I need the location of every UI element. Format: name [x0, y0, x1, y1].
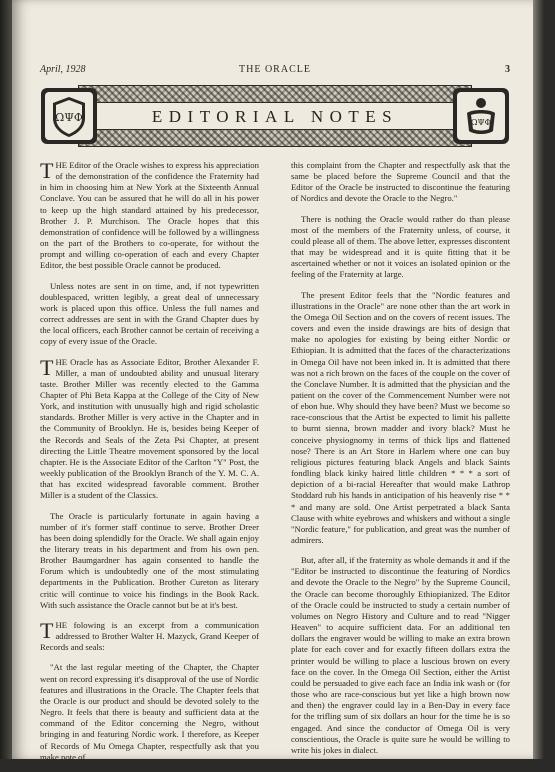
right-column: [291, 160, 510, 765]
issue-date: April, 1928: [40, 64, 86, 75]
paragraph: [291, 214, 510, 281]
paragraph-text: HE Editor of the Oracle wishes to express his appreciation of the demonstration of the confidence the Fraternity had in him in choosing him at New York at the Sixteenth Annual Conclave. You can be assured that he will do all in his power to keep up the high standard attained by his predecessor, Brother J. P. Murchison. The Oracle hopes that this demonstration of confidence will be followed by a willingness on the part of the Brothers to co-operate, for without the prompt and willing co-operation of each and every Chapter Editor, the best possible Oracle cannot be produced.: [40, 160, 259, 271]
editorial-notes-banner: [40, 85, 510, 147]
paragraph-text: The Oracle is particularly fortunate in again having a number of it's former staff continue to serve. Brother Dreer has been doing splendidly for the Oracle. We shall again enjoy the literary treats in his department and from his own pen. Brother Baumgardner has again consented to handle the Forum which is undoubtedly one of the most stimulating departments in the Publication. Brother Cureton as literary critic will continue to voice his findings in the Book Rack. With such assistance the Oracle cannot but be at it's best.: [40, 510, 259, 610]
banner-strip: [76, 102, 474, 130]
crest-letters-left: ΩΨΦ: [55, 111, 83, 124]
running-head: [40, 64, 510, 78]
section-title: EDITORIAL NOTES: [151, 107, 399, 126]
drop-cap: T: [40, 354, 54, 380]
paragraph-text: HE Oracle has as Associate Editor, Brother Alexander F. Miller, a man of undoubted ability and unusual literary taste. Brother Miller was recently elected to the Gamma Chapter of Phi Beta Kappa at the College of the City of New York, and institution with unusually high and rigid scholastic standards. Brother Miller is very active in the Chapter and in the Community of Brooklyn. He is, besides being Keeper of the Records and Seals of the Zeta Psi Chapter, at present directing the Little Theatre movement sponsored by the local chapter. He is the Associate Editor of the Carlton "Y" Post, the weekly publication of the Brooklyn Branch of the Y. M. C. A. that has excited widespread favorable comment. Brother Miller is a student of the Classics.: [40, 356, 259, 501]
paragraph-text: Unless notes are sent in on time, and, if not typewritten doublespaced, written legibly, a great deal of unnecessary work is placed upon this office. Unless the full names and correct addresses are sent in with the Grand Chapter dues by the local officers, each Brother cannot be certain of receiving a copy of every issue of the Oracle.: [40, 280, 259, 347]
magazine-page: [12, 0, 544, 762]
paragraph: [40, 617, 259, 653]
book-binding: [0, 0, 12, 759]
paragraph: [40, 662, 259, 762]
paragraph-text: "At the last regular meeting of the Chapter, the Chapter went on record expressing it's disapproval of the use of Nordic features and illustrations in the Oracle. The Chapter feels that the Oracle is our product and should be devoted solely to the Negro. It feels that there is beauty and sufficient data at the command of the Editor concerning the Negro, without bringing in and featuring Nordic work. I therefore, as Keeper of Records of Mu Omega Chapter, respectfully ask that you make note of: [40, 662, 259, 762]
paragraph-text: There is nothing the Oracle would rather do than please most of the members of the Fraternity unless, of course, it could please all of them. The above letter, expresses discontent that may be widespread and it is quite fitting that it be ascertained whether or not it voices an isolated opinion or the feeling of the Fraternity at large.: [291, 213, 510, 280]
paragraph: [40, 160, 259, 272]
page-edge: [533, 0, 544, 759]
paragraph: [40, 354, 259, 502]
paragraph-text: The present Editor feels that the "Nordic features and illustrations in the Oracle" are none other than the art work in the Omega Oil Section and on the covers of recent issues. The covers and even the inside drawings are bits of design that make no apologies for existing by being either Nordic or Ethiopian. It is admitted that the faces of the characterizations in Omega Oil have not been inked in. It is admitted that there was not a rich brown on the faces of the couple on the cover of the Conclave Number. It is admitted that the physician and the patient on the cover of the Commencement Number were not of ebon hue. Why should they have been? Must we become so race-conscious that the Artist be expected to limit his pallette to burnt sienna, brown madder and ivory black? Must he conceive physiognomy in terms of thick lips and flattened nose? There is an Art Store in Harlem where one can buy religious pictures featuring black Angels and black Saints fondling black kinky haired little children * * * a sort of depiction of a bi-racial Hereafter that would make Lathrop Stoddard rub his hands in anticipation of his heavenly rise * * * and many are sold. One Artist perpetrated a black Santa Clause with white eyebrows and whiskers and without a single "Nordic feature," for publication, and great was the number of admirers.: [291, 289, 510, 545]
journal-title: THE ORACLE: [239, 64, 311, 75]
paragraph: [291, 160, 510, 205]
paragraph: [291, 555, 510, 756]
drop-cap: T: [40, 158, 54, 183]
paragraph-text: But, after all, if the fraternity as whole demands it and if the "Editor be instructed to discontinue the featuring of Nordics and devote the Oracle to the Negro" by the Supreme Council, the Oracle can become thoroughly Ethiopianized. The Editor of the Oracle could be instructed to study a certain number of volumes on Negro History and Culture and to read "Nigger Heaven" to acquire sufficient data. For an additional ten dollars the engraver would be willing to make an extra brown plate for each cover and for exactly fifteen dollars extra the printer would be willing to place a luscious brown on every face on the cover. In the Omega Oil Section, either the Artist could be persuaded to give each face an India ink wash or (for those who are race-conscious but yet like a high brown now and then) the engraver could lay in a Ben-Day in every face for the trifling sum of six dollars an hour for the time he is so engaged. And since the conductor of Omega Oil is very conscientious, the Oracle is quite sure he would be willing to write his jokes in dialect.: [291, 555, 510, 755]
drop-cap: T: [40, 617, 54, 643]
crest-letters-right: ΩΨΦ: [470, 118, 492, 127]
paragraph-text: this complaint from the Chapter and respectfully ask that the same be placed before the Supreme Council and that the Editor of the Oracle be instructed to discontinue the featuring of Nordics and devote the Oracle to the Negro.": [291, 160, 510, 204]
left-column: [40, 160, 259, 772]
fraternity-crest-right-icon: [452, 87, 510, 145]
paragraph: [40, 511, 259, 611]
paragraph: [291, 290, 510, 547]
paragraph-text: HE folowing is an excerpt from a communication addressed to Brother Walter H. Mazyck, Grand Keeper of Records and seals:: [40, 619, 259, 653]
fraternity-crest-left-icon: [40, 87, 98, 145]
paragraph: [40, 281, 259, 348]
page-number: 3: [505, 64, 510, 75]
